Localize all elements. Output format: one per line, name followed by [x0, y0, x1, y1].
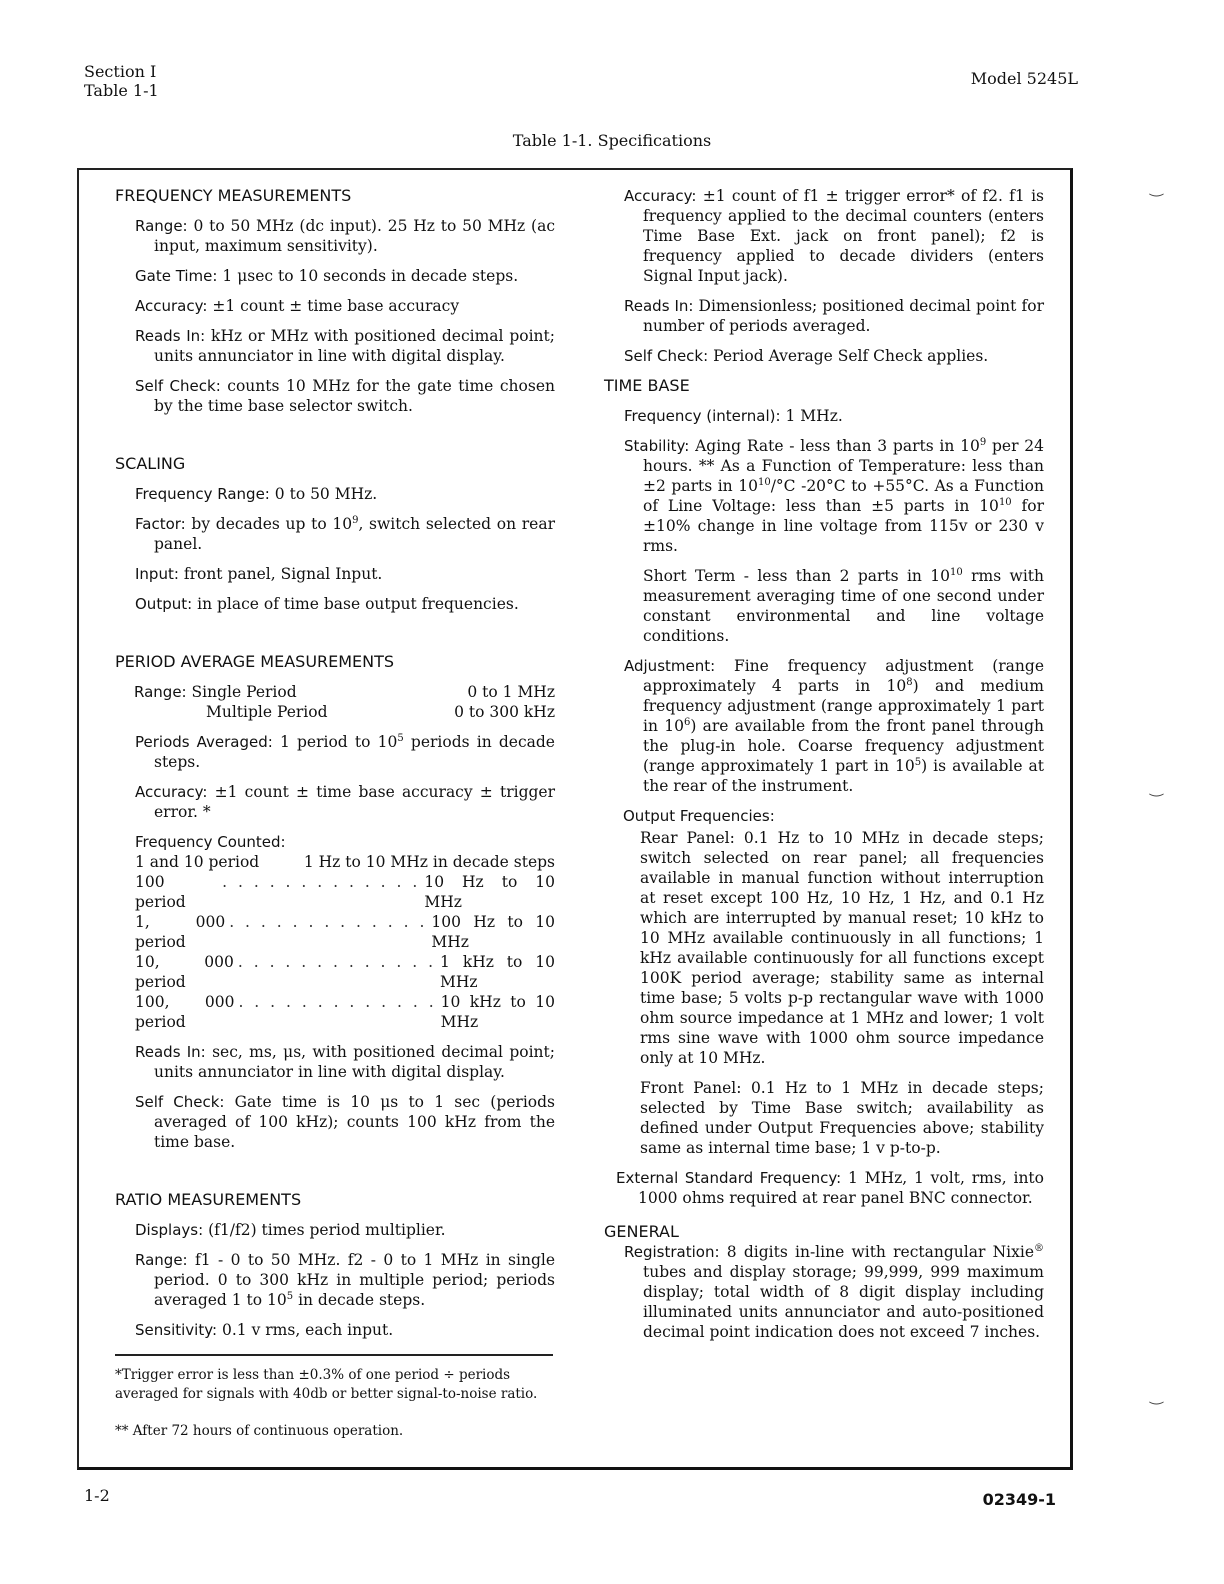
heading-general: GENERAL	[604, 1222, 679, 1241]
heading-ratio-measurements: RATIO MEASUREMENTS	[115, 1190, 302, 1209]
binding-mark-icon: ‿	[1150, 1386, 1163, 1405]
ratio-range: Range: f1 - 0 to 50 MHz. f2 - 0 to 1 MHz in single period. 0 to 300 kHz in multiple period; periods averaged 1 to $10^5$ in decade steps.	[135, 1251, 555, 1309]
table-row: 1, 000 period . . . . . . . . . . . . . 100 Hz to 10 MHz	[135, 913, 555, 951]
table-row: 100, 000 period . . . . . . . . . . . . . 10 kHz to 10 MHz	[135, 993, 555, 1031]
period-reads-in: Reads In: sec, ms, μs, with positioned decimal point; units annunciator in line with digital display.	[135, 1043, 555, 1081]
table-row: 1 and 10 period 1 Hz to 10 MHz in decade steps	[135, 853, 555, 871]
timebase-frequency: Frequency (internal): 1 MHz.	[624, 407, 843, 425]
frequency-counted-label: Frequency Counted:	[135, 833, 286, 851]
left-column	[115, 186, 555, 1459]
front-panel-output: Front Panel: 0.1 Hz to 1 MHz in decade steps; selected by Time Base switch; availability as defined under Output Frequencies above; stability same as internal time base; 1 v p-to-p.	[640, 1079, 1044, 1157]
freq-reads-in: Reads In: kHz or MHz with positioned decimal point; units annunciator in line with digital display.	[135, 327, 555, 365]
frequency-counted-table	[115, 832, 555, 1032]
freq-accuracy: Accuracy: ±1 count ± time base accuracy	[135, 297, 460, 315]
scaling-output: Output: in place of time base output frequencies.	[135, 595, 519, 613]
binding-mark-icon: ‿	[1150, 778, 1163, 797]
footnote-trigger-error: *Trigger error is less than ±0.3% of one period ÷ periods averaged for signals with 40db or better signal-to-noise ratio.	[115, 1367, 538, 1402]
page-number: 1-2	[84, 1486, 110, 1505]
heading-scaling: SCALING	[115, 454, 186, 473]
timebase-short-term: Short Term - less than 2 parts in $10^{10}$ rms with measurement averaging time of one second under constant environmental and line voltage conditions.	[643, 566, 1044, 645]
scaling-factor: Factor: by decades up to $10^9$, switch selected on rear panel.	[135, 514, 555, 553]
table-reference: Table 1-1	[84, 81, 159, 100]
footnote-72-hours: ** After 72 hours of continuous operation.	[115, 1423, 404, 1439]
model-label: Model 5245L	[970, 69, 1078, 88]
right-column	[604, 186, 1044, 1352]
ratio-reads-in: Reads In: Dimensionless; positioned decimal point for number of periods averaged.	[624, 297, 1044, 335]
scaling-input: Input: front panel, Signal Input.	[135, 565, 383, 583]
ratio-accuracy: Accuracy: ±1 count of f1 ± trigger error* of f2. f1 is frequency applied to the decimal counters (enters Time Base Ext. jack on front panel); f2 is frequency applied to decade dividers (enters Signal Input jack).	[624, 187, 1044, 285]
ratio-self-check: Self Check: Period Average Self Check applies.	[624, 347, 989, 365]
period-accuracy: Accuracy: ±1 count ± time base accuracy ± trigger error. *	[135, 783, 555, 821]
freq-self-check: Self Check: counts 10 MHz for the gate time chosen by the time base selector switch.	[135, 377, 555, 415]
document-number: 02349-1	[982, 1490, 1056, 1509]
period-averaged: Periods Averaged: 1 period to $10^5$ periods in decade steps.	[135, 732, 555, 771]
table-row: 10, 000 period . . . . . . . . . . . . . 1 kHz to 10 MHz	[135, 953, 555, 991]
scaling-frequency-range: Frequency Range: 0 to 50 MHz.	[135, 485, 378, 503]
period-range: Range: Single Period 0 to 1 MHz Multiple Period 0 to 300 kHz	[134, 683, 555, 721]
heading-time-base: TIME BASE	[604, 376, 690, 395]
heading-frequency-measurements: FREQUENCY MEASUREMENTS	[115, 186, 352, 205]
page-header-left	[84, 62, 159, 100]
freq-range: Range: 0 to 50 MHz (dc input). 25 Hz to 50 MHz (ac input, maximum sensitivity).	[135, 217, 555, 255]
period-self-check: Self Check: Gate time is 10 μs to 1 sec (periods averaged of 100 kHz); counts 100 kHz from the time base.	[135, 1093, 556, 1151]
section-label: Section I	[84, 62, 157, 81]
ratio-displays: Displays: (f1/f2) times period multiplier.	[135, 1221, 446, 1239]
heading-period-average: PERIOD AVERAGE MEASUREMENTS	[115, 652, 395, 671]
freq-gate-time: Gate Time: 1 μsec to 10 seconds in decade steps.	[135, 267, 519, 285]
binding-mark-icon: ‿	[1150, 178, 1163, 197]
timebase-stability: Stability: Aging Rate - less than 3 parts in $10^9$ per 24 hours. ** As a Function of Temperature: less than ±2 parts in $10^{10}/^\circ C$ -20°C to +55°C. As a Function of Line Voltage: less than ±5 parts in $10^{10}$ for ±10% change in line voltage from 115v or 230 v rms.	[624, 436, 1045, 555]
table-title: Table 1-1. Specifications	[512, 131, 712, 150]
ratio-sensitivity: Sensitivity: 0.1 v rms, each input.	[135, 1321, 394, 1339]
footnote-rule	[115, 1354, 553, 1356]
general-registration: Registration: 8 digits in-line with rectangular Nixie® tubes and display storage; 99,999, 999 maximum display; total width of 8 digit display including illuminated units annunciator and auto-positioned decimal point indication does not exceed 7 inches.	[624, 1242, 1044, 1341]
table-row: 100 period . . . . . . . . . . . . . 10 Hz to 10 MHz	[135, 873, 555, 911]
external-standard-frequency: External Standard Frequency: 1 MHz, 1 volt, rms, into 1000 ohms required at rear panel BNC connector.	[616, 1169, 1044, 1207]
output-frequencies-label: Output Frequencies:	[623, 807, 775, 825]
rear-panel-output: Rear Panel: 0.1 Hz to 10 MHz in decade steps; switch selected on rear panel; all frequencies available in manual function without interruption at reset except 100 Hz, 10 Hz, 1 Hz, and 0.1 Hz which are interrupted by manual reset; 10 kHz to 10 MHz available continuously in all functions; 1 kHz available continuously for all functions except 100K period average; stability same as internal time base; 5 volts p-p rectangular wave with 1000 ohm source impedance at 1 MHz and lower; 1 volt rms sine wave with 1000 ohm source impedance only at 10 MHz.	[640, 829, 1044, 1067]
timebase-adjustment: Adjustment: Fine frequency adjustment (range approximately 4 parts in $10^8$) and medium frequency adjustment (range approximately 1 part in $10^6$) are available from the front panel through the plug-in hole. Coarse frequency adjustment (range approximately 1 part in $10^5$) is available at the rear of the instrument.	[624, 657, 1045, 795]
